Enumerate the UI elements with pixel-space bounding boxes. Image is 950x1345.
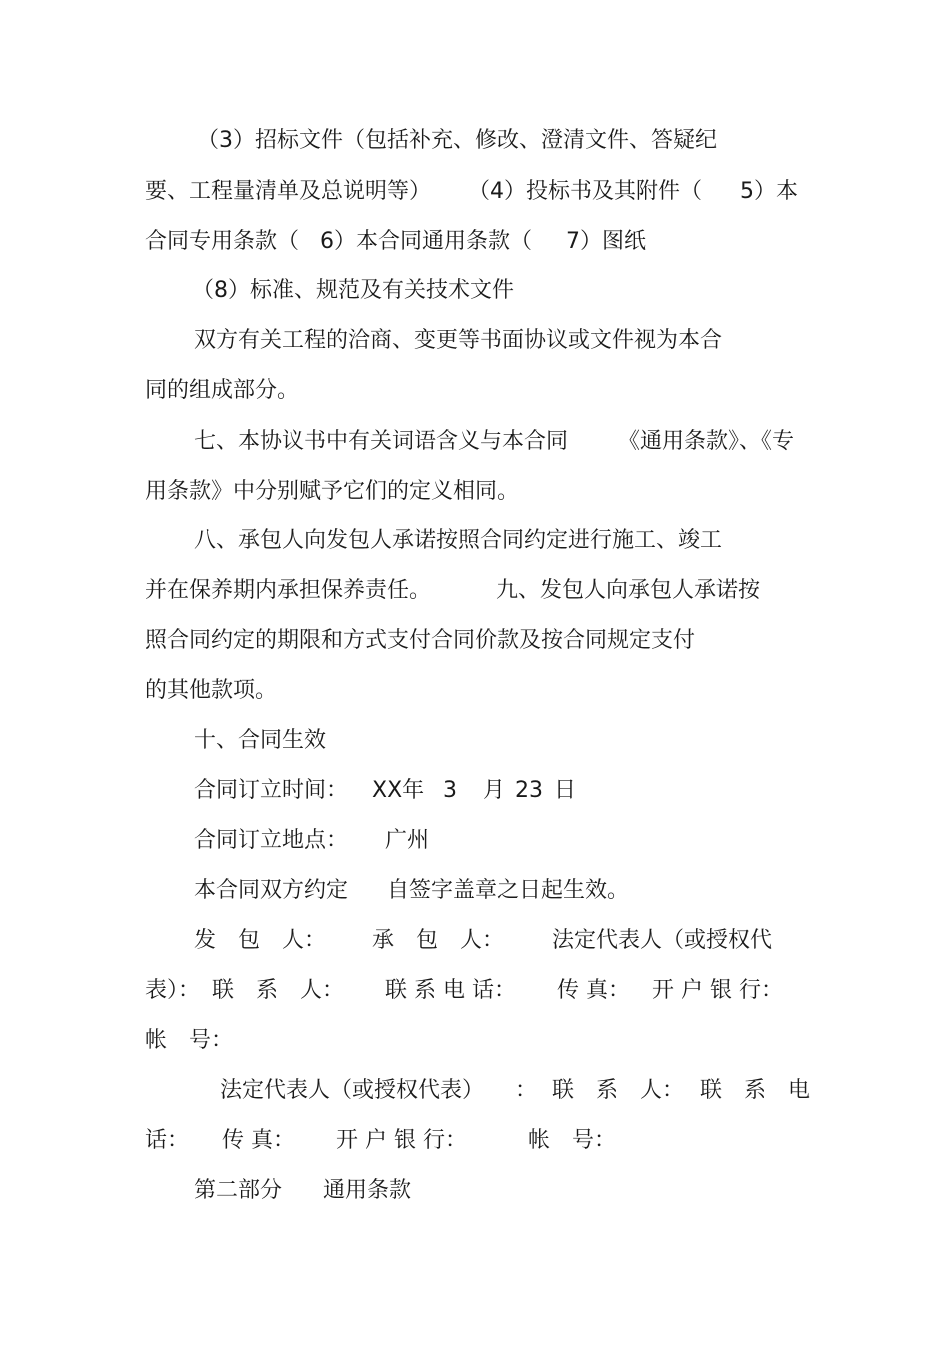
contract-date-day: 23 — [515, 778, 543, 803]
legal-representative-label: 法定代表人（或授权代 — [552, 928, 773, 953]
text-line: 6）本合同通用条款（ — [320, 229, 532, 254]
text-line: 的其他款项。 — [145, 678, 278, 703]
text-line: 本合同双方约定 — [194, 878, 349, 903]
text-line: 话： — [145, 1128, 190, 1153]
text-line: 月 — [483, 778, 506, 803]
contact-person-label: 联 系 人： — [212, 978, 345, 1003]
bank-label: 开 户 银 行： — [652, 978, 783, 1003]
account-label: 帐 号： — [145, 1028, 234, 1053]
contract-date-month: 3 — [443, 778, 457, 803]
section-heading: 第二部分 — [194, 1178, 283, 1203]
contract-place-value: 广州 — [385, 828, 430, 853]
fax-label: 传 真： — [557, 978, 630, 1003]
contract-date-year: XX年 — [372, 778, 425, 803]
text-line: 5）本 — [740, 179, 798, 204]
text-line: 照合同约定的期限和方式支付合同价款及按合同规定支付 — [145, 628, 696, 653]
contractor-label: 承 包 人： — [372, 928, 505, 953]
contract-place-label: 合同订立地点： — [194, 828, 349, 853]
section-heading: 通用条款 — [323, 1178, 412, 1203]
text-line: 同的组成部分。 — [145, 378, 300, 403]
text-line: 八、承包人向发包人承诺按照合同约定进行施工、竣工 — [194, 528, 723, 553]
employer-label: 发 包 人： — [194, 928, 327, 953]
account-label: 帐 号： — [528, 1128, 617, 1153]
text-line: 表）： — [145, 978, 201, 1003]
text-line: 日 — [554, 778, 577, 803]
contact-phone-label: 联 系 电 — [700, 1078, 811, 1103]
legal-representative-label: 法定代表人（或授权代表） — [220, 1078, 485, 1103]
contract-date-label: 合同订立时间： — [194, 778, 349, 803]
text-line: 自签字盖章之日起生效。 — [387, 878, 630, 903]
text-line: 要、工程量清单及总说明等） — [145, 179, 432, 204]
fax-label: 传 真： — [222, 1128, 295, 1153]
contact-phone-label: 联 系 电 话： — [385, 978, 516, 1003]
text-line: （8）标准、规范及有关技术文件 — [192, 278, 514, 303]
text-line: 用条款》中分别赋予它们的定义相同。 — [145, 479, 520, 504]
text-line: 双方有关工程的洽商、变更等书面协议或文件视为本合 — [194, 328, 723, 353]
text-line: 《通用条款》、《专 — [618, 429, 795, 454]
text-line: 九、发包人向承包人承诺按 — [496, 578, 761, 603]
text-line: 7）图纸 — [566, 229, 646, 254]
text-line: 合同专用条款（ — [145, 229, 300, 254]
bank-label: 开 户 银 行： — [336, 1128, 467, 1153]
text-line: （3）招标文件（包括补充、修改、澄清文件、答疑纪 — [197, 128, 717, 153]
contact-person-label: 联 系 人： — [552, 1078, 685, 1103]
text-line: ： — [515, 1078, 538, 1103]
text-line: 十、合同生效 — [194, 728, 327, 753]
text-line: 并在保养期内承担保养责任。 — [145, 578, 432, 603]
text-line: 七、本协议书中有关词语含义与本合同 — [194, 429, 569, 454]
text-line: （4）投标书及其附件（ — [468, 179, 702, 204]
